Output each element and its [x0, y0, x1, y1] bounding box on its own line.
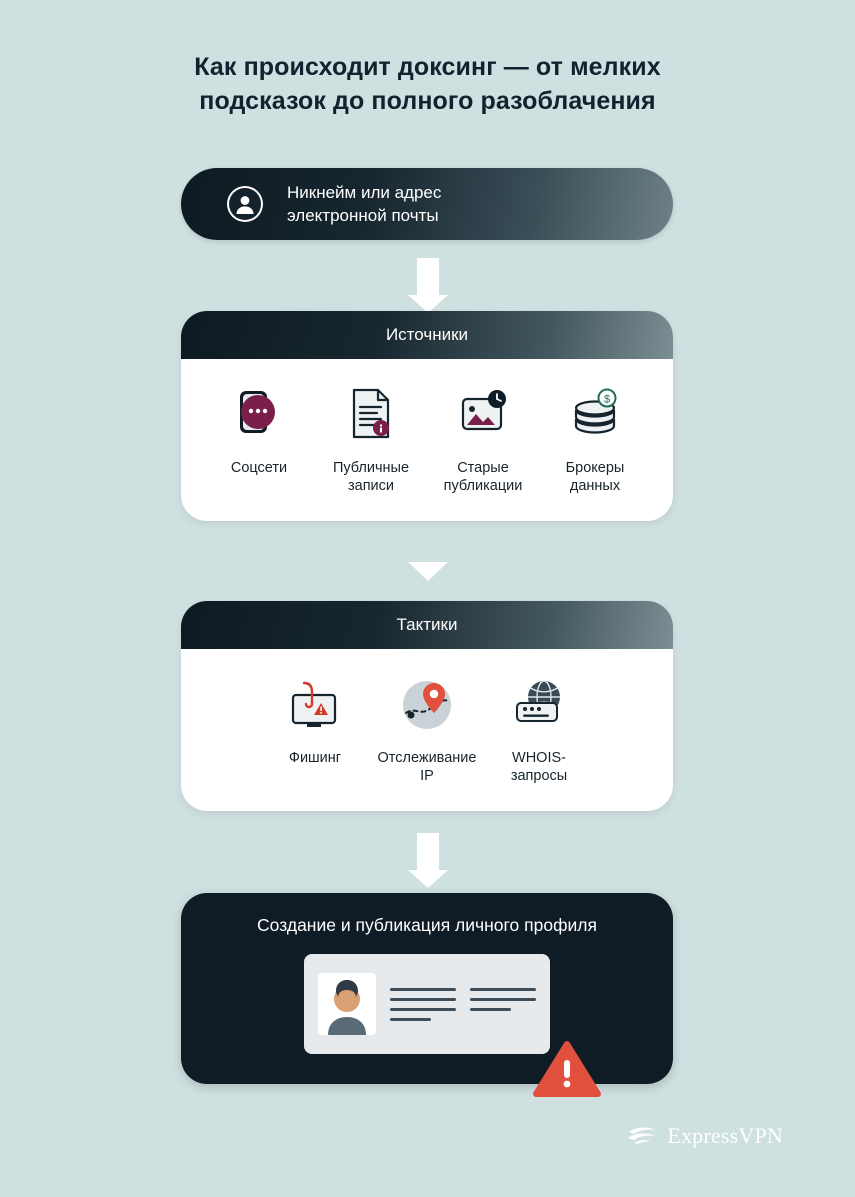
ip-location-pin-icon — [392, 675, 462, 737]
detail-line — [390, 1008, 456, 1011]
tactic-item-phishing-label — [289, 749, 341, 767]
step-label-line-2: электронной почты — [287, 206, 439, 225]
data-stack-money-icon — [560, 385, 630, 447]
arrow-down-1 — [0, 258, 855, 296]
source-item-data-brokers[interactable] — [539, 385, 651, 495]
label-line-1: Публичные — [332, 460, 410, 476]
document-info-icon — [336, 385, 406, 447]
arrow-down-2 — [0, 562, 855, 581]
tactic-item-phishing[interactable] — [259, 675, 371, 785]
detail-line — [470, 998, 536, 1001]
footer-logo — [627, 1123, 783, 1149]
source-item-old-posts[interactable] — [427, 385, 539, 495]
label-line-2: IP — [420, 768, 434, 784]
source-item-public-records[interactable] — [315, 385, 427, 495]
sources-section — [181, 311, 673, 521]
page-title — [0, 50, 855, 118]
tactics-items — [181, 649, 673, 811]
detail-line — [470, 1008, 511, 1011]
globe-server-icon — [504, 675, 574, 737]
profile-detail-lines — [390, 988, 536, 1021]
page-title-line-2: подсказок до полного разоблачения — [199, 87, 656, 115]
source-item-old-posts-label — [444, 459, 523, 495]
step-nickname-email — [181, 168, 673, 240]
label-line-2: записи — [347, 478, 394, 494]
source-item-public-records-label — [333, 459, 409, 495]
user-icon — [227, 186, 263, 222]
arrow-down-3 — [0, 833, 855, 871]
sources-header: Источники — [181, 311, 673, 359]
label-line-1: Соцсети — [230, 460, 288, 476]
detail-line — [390, 1018, 431, 1021]
label-line-1: Брокеры — [565, 460, 625, 476]
photo-clock-icon — [448, 385, 518, 447]
expressvpn-logo-icon — [627, 1125, 657, 1147]
tactic-item-ip-tracking-label — [378, 749, 477, 785]
profile-card — [304, 954, 550, 1054]
label-line-1: Фишинг — [288, 750, 342, 766]
phishing-hook-icon — [280, 675, 350, 737]
avatar — [318, 973, 376, 1035]
label-line-1: Старые — [457, 460, 509, 476]
source-item-social-label — [231, 459, 287, 477]
tactic-item-whois-label — [511, 749, 567, 785]
step-label-line-1: Никнейм или адрес — [287, 183, 442, 202]
page-title-line-1: Как происходит доксинг — от мелких — [194, 53, 661, 81]
step-nickname-email-label — [287, 181, 441, 227]
svg-text:$: $ — [603, 393, 611, 406]
final-section-title: Создание и публикация личного профиля — [257, 915, 597, 935]
label-line-2: публикации — [443, 478, 523, 494]
brand-name: ExpressVPN — [667, 1123, 783, 1148]
label-line-2: запросы — [510, 768, 568, 784]
label-line-1: Отслеживание — [377, 750, 477, 766]
tactic-item-whois[interactable] — [483, 675, 595, 785]
detail-line — [390, 988, 456, 991]
tactics-header: Тактики — [181, 601, 673, 649]
sources-items — [181, 359, 673, 521]
label-line-2: данных — [569, 478, 621, 494]
detail-line — [390, 998, 456, 1001]
detail-line — [470, 988, 536, 991]
id-profile-card-icon — [181, 954, 673, 1084]
source-item-social[interactable] — [203, 385, 315, 495]
chat-bubble-icon — [224, 385, 294, 447]
label-line-1: WHOIS- — [512, 750, 566, 766]
tactics-section — [181, 601, 673, 811]
source-item-data-brokers-label — [566, 459, 625, 495]
tactic-item-ip-tracking[interactable] — [371, 675, 483, 785]
final-profile-section — [181, 893, 673, 1084]
